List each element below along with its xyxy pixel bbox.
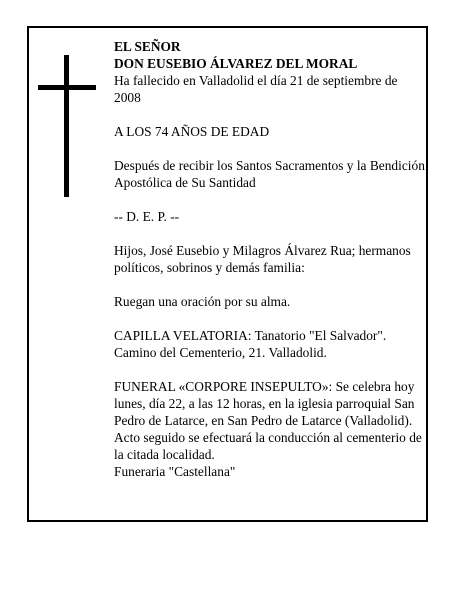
prayer-request: Ruegan una oración por su alma.: [114, 294, 291, 309]
funeral-info: FUNERAL «CORPORE INSEPULTO»: Se celebra hoy lunes, día 22, a las 12 horas, en la iglesia parroquial San Pedro de Latarce, en San Pedro de Latarce (Valladolid). Acto seguido se efectuará la conducción al cementerio de la citada localidad.: [114, 379, 422, 462]
chapel-info: CAPILLA VELATORIA: Tanatorio "El Salvador". Camino del Cementerio, 21. Valladolid.: [114, 328, 387, 360]
death-notice: Ha fallecido en Valladolid el día 21 de septiembre de 2008: [114, 73, 398, 105]
obituary-text: [114, 38, 426, 480]
sacraments-line: Después de recibir los Santos Sacramentos y la Bendición Apostólica de Su Santidad: [114, 158, 425, 190]
cross-horizontal-bar: [38, 85, 96, 90]
deceased-name: DON EUSEBIO ÁLVAREZ DEL MORAL: [114, 56, 358, 71]
rip-line: -- D. E. P. --: [114, 209, 180, 224]
funeral-home: Funeraria "Castellana": [114, 464, 236, 479]
cross-icon: [38, 55, 96, 197]
cross-vertical-bar: [64, 55, 69, 197]
age-line: A LOS 74 AÑOS DE EDAD: [114, 124, 270, 139]
family-line: Hijos, José Eusebio y Milagros Álvarez Rua; hermanos políticos, sobrinos y demás familia:: [114, 243, 411, 275]
heading-title: EL SEÑOR: [114, 39, 181, 54]
